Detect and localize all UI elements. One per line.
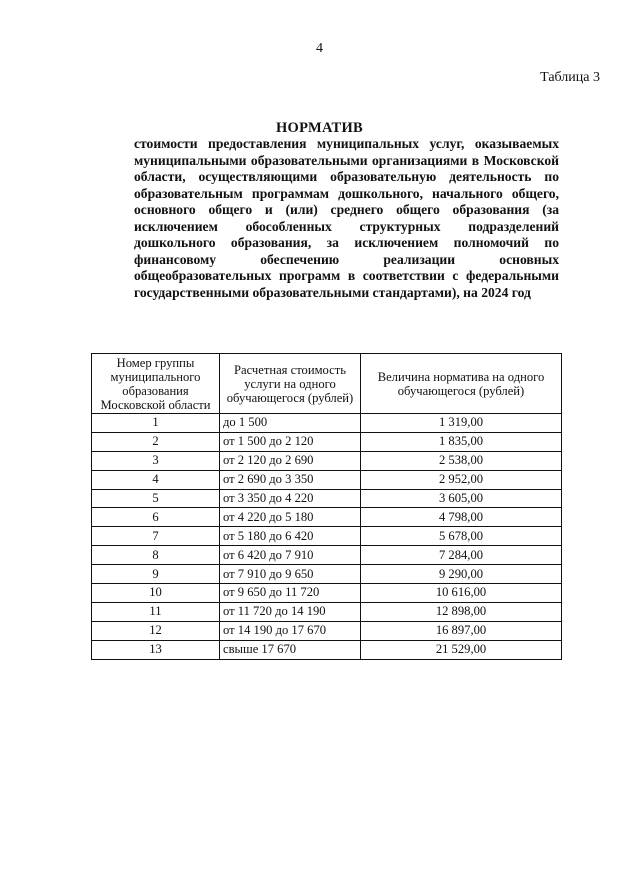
cell-value: 2 538,00 [361,451,562,470]
table-header-row [92,354,562,414]
header-calculated-cost: Расчетная стоимость услуги на одного обучающегося (рублей) [220,354,361,414]
cell-range: от 11 720 до 14 190 [220,602,361,621]
cell-value: 12 898,00 [361,602,562,621]
table-label: Таблица 3 [540,70,600,85]
cell-range: от 3 350 до 4 220 [220,489,361,508]
cell-value: 21 529,00 [361,640,562,659]
cell-group: 8 [92,546,220,565]
table-row [92,432,562,451]
cell-range: от 2 690 до 3 350 [220,470,361,489]
document-subtitle: стоимости предоставления муниципальных услуг, оказываемых муниципальными образовательными организациями в Московской области, осуществляющими образовательную деятельность по образовательным программам дошкольного, начального общего, основного общего и (или) среднего общего образования (за исключением обособленных структурных подразделений дошкольного образования, за исключением полномочий по финансовому обеспечению реализации основных общеобразовательных программ в соответствии с федеральными государственными образовательными стандартами), на 2024 год [134,136,559,300]
document-title: НОРМАТИВ [275,120,364,136]
table-row [92,565,562,584]
table-row [92,640,562,659]
cell-group: 9 [92,565,220,584]
cell-value: 2 952,00 [361,470,562,489]
cell-group: 6 [92,508,220,527]
cell-range: от 6 420 до 7 910 [220,546,361,565]
table-row [92,489,562,508]
cell-value: 5 678,00 [361,527,562,546]
cell-value: 3 605,00 [361,489,562,508]
cell-value: 7 284,00 [361,546,562,565]
table-row [92,621,562,640]
cell-group: 13 [92,640,220,659]
cell-group: 5 [92,489,220,508]
table-row [92,602,562,621]
cell-value: 9 290,00 [361,565,562,584]
header-normative-value: Величина норматива на одного обучающегося (рублей) [361,354,562,414]
cell-value: 10 616,00 [361,584,562,603]
cell-range: от 5 180 до 6 420 [220,527,361,546]
table-row [92,546,562,565]
cell-value: 1 319,00 [361,414,562,433]
cell-group: 2 [92,432,220,451]
cell-range: свыше 17 670 [220,640,361,659]
cell-value: 16 897,00 [361,621,562,640]
table-row [92,527,562,546]
table-row [92,414,562,433]
cell-range: от 9 650 до 11 720 [220,584,361,603]
table-row [92,451,562,470]
cell-value: 4 798,00 [361,508,562,527]
cell-group: 10 [92,584,220,603]
header-group-number: Номер группы муниципального образования Московской области [92,354,220,414]
cell-range: от 1 500 до 2 120 [220,432,361,451]
table-row [92,470,562,489]
cell-range: от 2 120 до 2 690 [220,451,361,470]
cell-value: 1 835,00 [361,432,562,451]
cell-range: от 14 190 до 17 670 [220,621,361,640]
cell-range: от 7 910 до 9 650 [220,565,361,584]
cell-group: 3 [92,451,220,470]
table-row [92,508,562,527]
table-row [92,584,562,603]
cell-range: до 1 500 [220,414,361,433]
cell-group: 4 [92,470,220,489]
cell-group: 1 [92,414,220,433]
normative-table [91,353,562,660]
cell-group: 11 [92,602,220,621]
page-number: 4 [316,41,323,56]
cell-group: 7 [92,527,220,546]
cell-range: от 4 220 до 5 180 [220,508,361,527]
cell-group: 12 [92,621,220,640]
